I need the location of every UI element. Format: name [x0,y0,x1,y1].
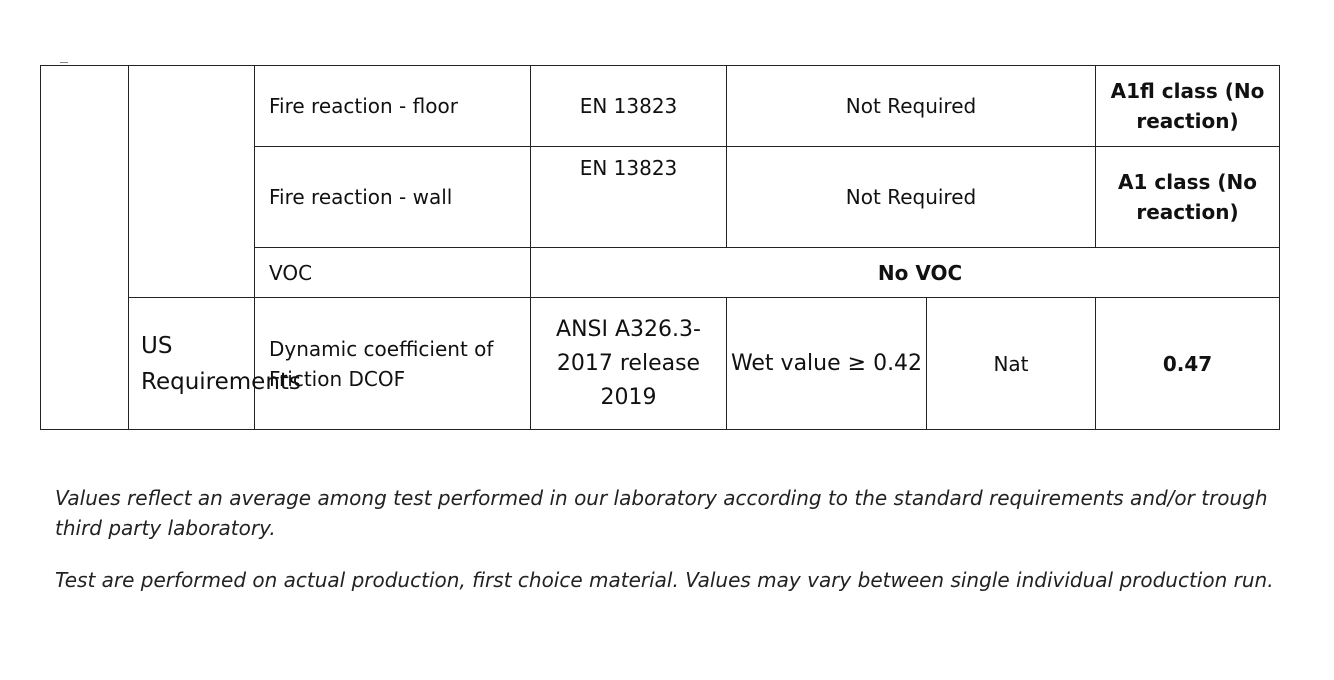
result-cell: No VOC [531,248,1280,298]
finish-cell: Nat [927,298,1096,430]
result-cell: 0.47 [1096,298,1280,430]
standard-cell: ANSI A326.3-2017 release 2019 [531,298,727,430]
table-row [41,298,1280,430]
property-cell: Fire reaction - wall [255,147,531,248]
requirement-cell: Not Required [727,66,1096,147]
requirement-cell: Wet value ≥ 0.42 [727,298,927,430]
property-cell: Fire reaction - floor [255,66,531,147]
note-paragraph: Values reflect an average among test performed in our laboratory according to the standard requirements and/or trough third party laboratory. [55,486,1268,540]
result-cell: A1fl class (No reaction) [1096,66,1280,147]
note-paragraph: Test are performed on actual production, first choice material. Values may vary between single individual production run. [55,568,1274,592]
property-cell: VOC [255,248,531,298]
spec-table [40,65,1280,430]
requirement-cell: Not Required [727,147,1096,248]
standard-cell: EN 13823 [531,66,727,147]
result-cell: A1 class (No reaction) [1096,147,1280,248]
category-cell [41,66,129,430]
property-cell: Dynamic coefficient of Friction DCOF [255,298,531,430]
standard-cell: EN 13823 [531,147,727,248]
corner-mark [60,62,68,63]
group-cell [129,66,255,298]
table-row [41,66,1280,147]
group-cell: US Requirements [129,298,255,430]
notes [55,483,1285,617]
